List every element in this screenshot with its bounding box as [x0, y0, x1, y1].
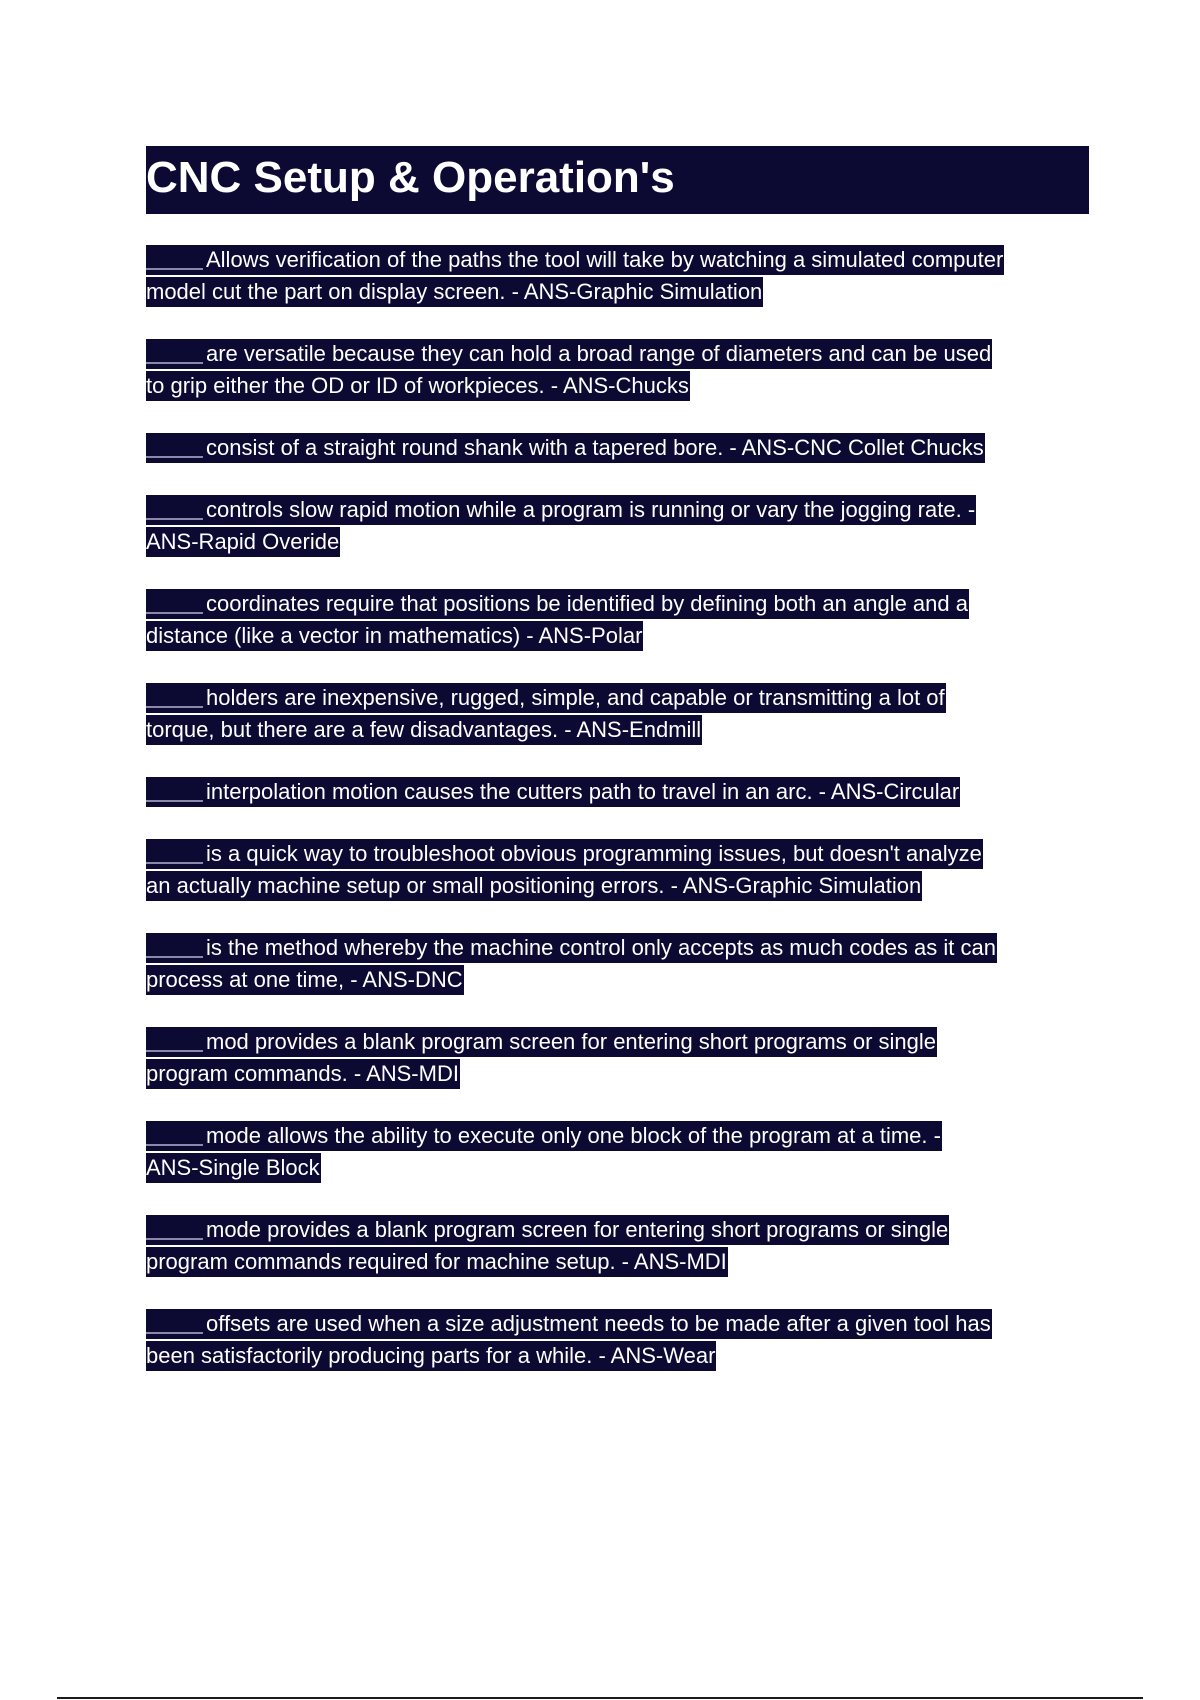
question-text: Allows verification of the paths the tool will take by watching a simulated computer	[206, 247, 1004, 272]
fill-in-blank	[146, 262, 203, 270]
question-text-line-1	[146, 777, 960, 807]
question-line	[146, 276, 1096, 308]
question-text-line-1	[146, 1027, 937, 1057]
question-text-line-2: distance (like a vector in mathematics) - ANS-Polar	[146, 621, 643, 651]
question-line	[146, 1026, 1096, 1058]
question-item	[146, 244, 1096, 308]
question-line	[146, 932, 1096, 964]
question-line	[146, 526, 1096, 558]
question-line	[146, 1308, 1096, 1340]
question-item	[146, 1120, 1096, 1184]
question-line	[146, 244, 1096, 276]
fill-in-blank	[146, 512, 203, 520]
fill-in-blank	[146, 356, 203, 364]
question-text-line-1	[146, 839, 983, 869]
fill-in-blank	[146, 1138, 203, 1146]
question-text-line-2: process at one time, - ANS-DNC	[146, 965, 464, 995]
question-item	[146, 776, 1096, 808]
question-text: offsets are used when a size adjustment needs to be made after a given tool has	[206, 1311, 991, 1336]
question-text: is the method whereby the machine control only accepts as much codes as it can	[206, 935, 996, 960]
fill-in-blank	[146, 1044, 203, 1052]
question-text: interpolation motion causes the cutters path to travel in an arc. - ANS-Circular	[206, 779, 960, 804]
question-text-line-2: an actually machine setup or small positioning errors. - ANS-Graphic Simulation	[146, 871, 922, 901]
question-text-line-1	[146, 495, 976, 525]
question-text-line-1	[146, 339, 992, 369]
question-item	[146, 1026, 1096, 1090]
question-text: controls slow rapid motion while a program is running or vary the jogging rate. -	[206, 497, 976, 522]
question-text-line-1	[146, 589, 969, 619]
question-line	[146, 1152, 1096, 1184]
question-line	[146, 370, 1096, 402]
title-banner	[146, 146, 1089, 214]
question-line	[146, 1120, 1096, 1152]
fill-in-blank	[146, 856, 203, 864]
question-text: holders are inexpensive, rugged, simple, and capable or transmitting a lot of	[206, 685, 945, 710]
question-text-line-2: program commands required for machine setup. - ANS-MDI	[146, 1247, 728, 1277]
fill-in-blank	[146, 606, 203, 614]
question-item	[146, 1214, 1096, 1278]
question-text-line-1	[146, 683, 946, 713]
question-line	[146, 1214, 1096, 1246]
question-text-line-1	[146, 433, 985, 463]
question-line	[146, 1058, 1096, 1090]
question-item	[146, 432, 1096, 464]
question-item	[146, 682, 1096, 746]
question-line	[146, 1246, 1096, 1278]
question-line	[146, 588, 1096, 620]
question-text-line-2: model cut the part on display screen. - ANS-Graphic Simulation	[146, 277, 763, 307]
question-item	[146, 838, 1096, 902]
question-line	[146, 682, 1096, 714]
fill-in-blank	[146, 794, 203, 802]
question-item	[146, 494, 1096, 558]
fill-in-blank	[146, 1326, 203, 1334]
question-line	[146, 964, 1096, 996]
question-text-line-2: been satisfactorily producing parts for a while. - ANS-Wear	[146, 1341, 716, 1371]
question-line	[146, 776, 1096, 808]
question-line	[146, 494, 1096, 526]
question-text: are versatile because they can hold a broad range of diameters and can be used	[206, 341, 992, 366]
question-text-line-2: torque, but there are a few disadvantages. - ANS-Endmill	[146, 715, 702, 745]
question-line	[146, 432, 1096, 464]
question-text-line-1	[146, 1121, 942, 1151]
question-text-line-1	[146, 245, 1004, 275]
footer-divider	[57, 1697, 1143, 1699]
question-item	[146, 1308, 1096, 1372]
question-line	[146, 714, 1096, 746]
fill-in-blank	[146, 450, 203, 458]
question-item	[146, 588, 1096, 652]
question-text-line-2: to grip either the OD or ID of workpieces. - ANS-Chucks	[146, 371, 690, 401]
question-text-line-1	[146, 933, 997, 963]
question-line	[146, 1340, 1096, 1372]
question-text-line-2: program commands. - ANS-MDI	[146, 1059, 460, 1089]
question-list	[146, 244, 1096, 1402]
question-text-line-1	[146, 1215, 949, 1245]
question-line	[146, 870, 1096, 902]
question-text-line-1	[146, 1309, 992, 1339]
question-item	[146, 932, 1096, 996]
question-text: consist of a straight round shank with a tapered bore. - ANS-CNC Collet Chucks	[206, 435, 984, 460]
question-line	[146, 838, 1096, 870]
question-text-line-2: ANS-Rapid Overide	[146, 527, 340, 557]
fill-in-blank	[146, 1232, 203, 1240]
question-text-line-2: ANS-Single Block	[146, 1153, 321, 1183]
question-text: coordinates require that positions be identified by defining both an angle and a	[206, 591, 968, 616]
question-line	[146, 620, 1096, 652]
question-text: is a quick way to troubleshoot obvious programming issues, but doesn't analyze	[206, 841, 982, 866]
question-text: mod provides a blank program screen for entering short programs or single	[206, 1029, 937, 1054]
fill-in-blank	[146, 950, 203, 958]
question-item	[146, 338, 1096, 402]
fill-in-blank	[146, 700, 203, 708]
question-text: mode allows the ability to execute only one block of the program at a time. -	[206, 1123, 941, 1148]
question-line	[146, 338, 1096, 370]
page-title: CNC Setup & Operation's	[146, 153, 675, 202]
question-text: mode provides a blank program screen for entering short programs or single	[206, 1217, 949, 1242]
